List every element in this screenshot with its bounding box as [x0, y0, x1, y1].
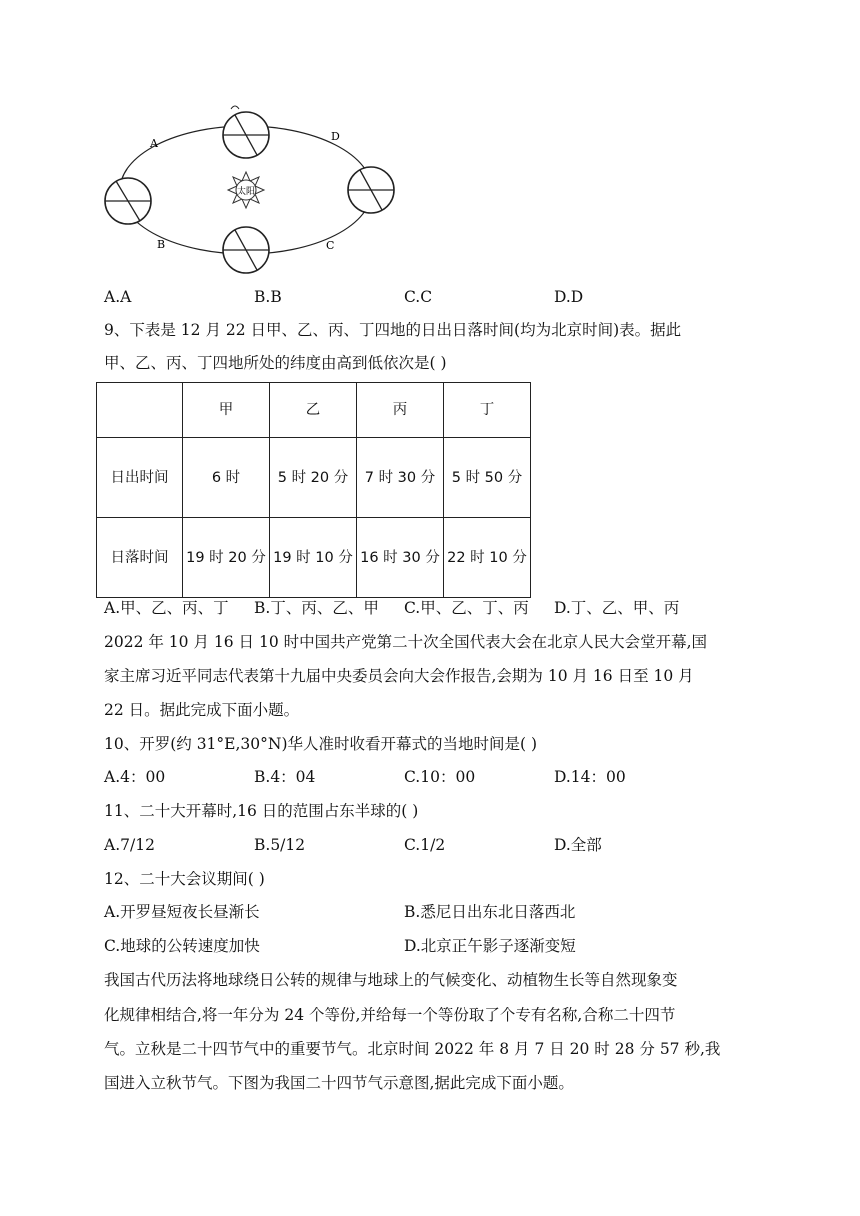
table-header-cell: 丙 [357, 383, 444, 438]
table-cell: 22 时 10 分 [444, 518, 531, 598]
row-label: 日出时间 [97, 438, 183, 518]
q8-option-d: D.D [554, 288, 584, 306]
q11-stem: 11、二十大开幕时,16 日的范围占东半球的( ) [104, 802, 419, 820]
q11-option-a: A.7/12 [104, 836, 155, 854]
q9-stem-line1: 9、下表是 12 月 22 日甲、乙、丙、丁四地的日出日落时间(均为北京时间)表。据此 [104, 321, 682, 339]
q10-stem: 10、开罗(约 31°E,30°N)华人准时收看开幕式的当地时间是( ) [104, 735, 538, 753]
q12-option-a: A.开罗昼短夜长昼渐长 [104, 903, 260, 921]
passage1-line3: 22 日。据此完成下面小题。 [104, 701, 300, 719]
q9-stem-line2: 甲、乙、丙、丁四地所处的纬度由高到低依次是( ) [104, 354, 447, 372]
q10-option-b: B.4：04 [254, 768, 316, 786]
q9-option-b: B.丁、丙、乙、甲 [254, 599, 379, 617]
earth-orbit-diagram [95, 95, 405, 280]
q9-option-d: D.丁、乙、甲、丙 [554, 599, 680, 617]
q12-option-d: D.北京正午影子逐渐变短 [404, 937, 576, 955]
sun-label: 太阳 [236, 187, 256, 197]
q10-option-c: C.10：00 [404, 768, 476, 786]
earth-right [348, 167, 394, 213]
q8-option-a: A.A [104, 288, 132, 306]
passage1-line2: 家主席习近平同志代表第十九届中央委员会向大会作报告,会期为 10 月 16 日至 10 月 [104, 667, 694, 685]
table-header-cell: 甲 [183, 383, 270, 438]
passage2-line3: 气。立秋是二十四节气中的重要节气。北京时间 2022 年 8 月 7 日 20 时 28 分 57 秒,我 [104, 1040, 721, 1058]
earth-bottom [223, 227, 269, 273]
passage2-line1: 我国古代历法将地球绕日公转的规律与地球上的气候变化、动植物生长等自然现象变 [104, 971, 678, 989]
table-cell: 19 时 20 分 [183, 518, 270, 598]
q8-option-b: B.B [254, 288, 282, 306]
q10-option-a: A.4：00 [104, 768, 166, 786]
passage1-line1: 2022 年 10 月 16 日 10 时中国共产党第二十次全国代表大会在北京人民大会堂开幕,国 [104, 633, 708, 651]
q10-option-d: D.14：00 [554, 768, 626, 786]
table-header-row [97, 383, 531, 438]
passage2-line2: 化规律相结合,将一年分为 24 个等份,并给每一个等份取了个专有名称,合称二十四节 [104, 1006, 676, 1024]
q9-option-c: C.甲、乙、丁、丙 [404, 599, 529, 617]
q9-option-a: A.甲、乙、丙、丁 [104, 599, 229, 617]
table-cell: 16 时 30 分 [357, 518, 444, 598]
table-header-cell: 乙 [270, 383, 357, 438]
earth-top [223, 106, 269, 158]
table-cell: 6 时 [183, 438, 270, 518]
q11-option-b: B.5/12 [254, 836, 306, 854]
q11-option-d: D.全部 [554, 836, 602, 854]
sun-icon [228, 172, 264, 208]
q12-option-c: C.地球的公转速度加快 [104, 937, 260, 955]
q8-option-c: C.C [404, 288, 433, 306]
passage2-line4: 国进入立秋节气。下图为我国二十四节气示意图,据此完成下面小题。 [104, 1074, 574, 1092]
table-header-cell [97, 383, 183, 438]
q11-option-c: C.1/2 [404, 836, 446, 854]
table-cell: 7 时 30 分 [357, 438, 444, 518]
table-row [97, 518, 531, 598]
table-cell: 19 时 10 分 [270, 518, 357, 598]
table-cell: 5 时 20 分 [270, 438, 357, 518]
table-cell: 5 时 50 分 [444, 438, 531, 518]
label-c: C [326, 239, 335, 252]
label-b: B [157, 238, 166, 251]
q12-option-b: B.悉尼日出东北日落西北 [404, 903, 576, 921]
row-label: 日落时间 [97, 518, 183, 598]
table-row [97, 438, 531, 518]
table-header-cell: 丁 [444, 383, 531, 438]
label-d: D [331, 130, 340, 143]
sunrise-sunset-table [96, 382, 531, 598]
earth-left [105, 178, 151, 224]
q12-stem: 12、二十大会议期间( ) [104, 870, 265, 888]
label-a: A [150, 137, 158, 150]
